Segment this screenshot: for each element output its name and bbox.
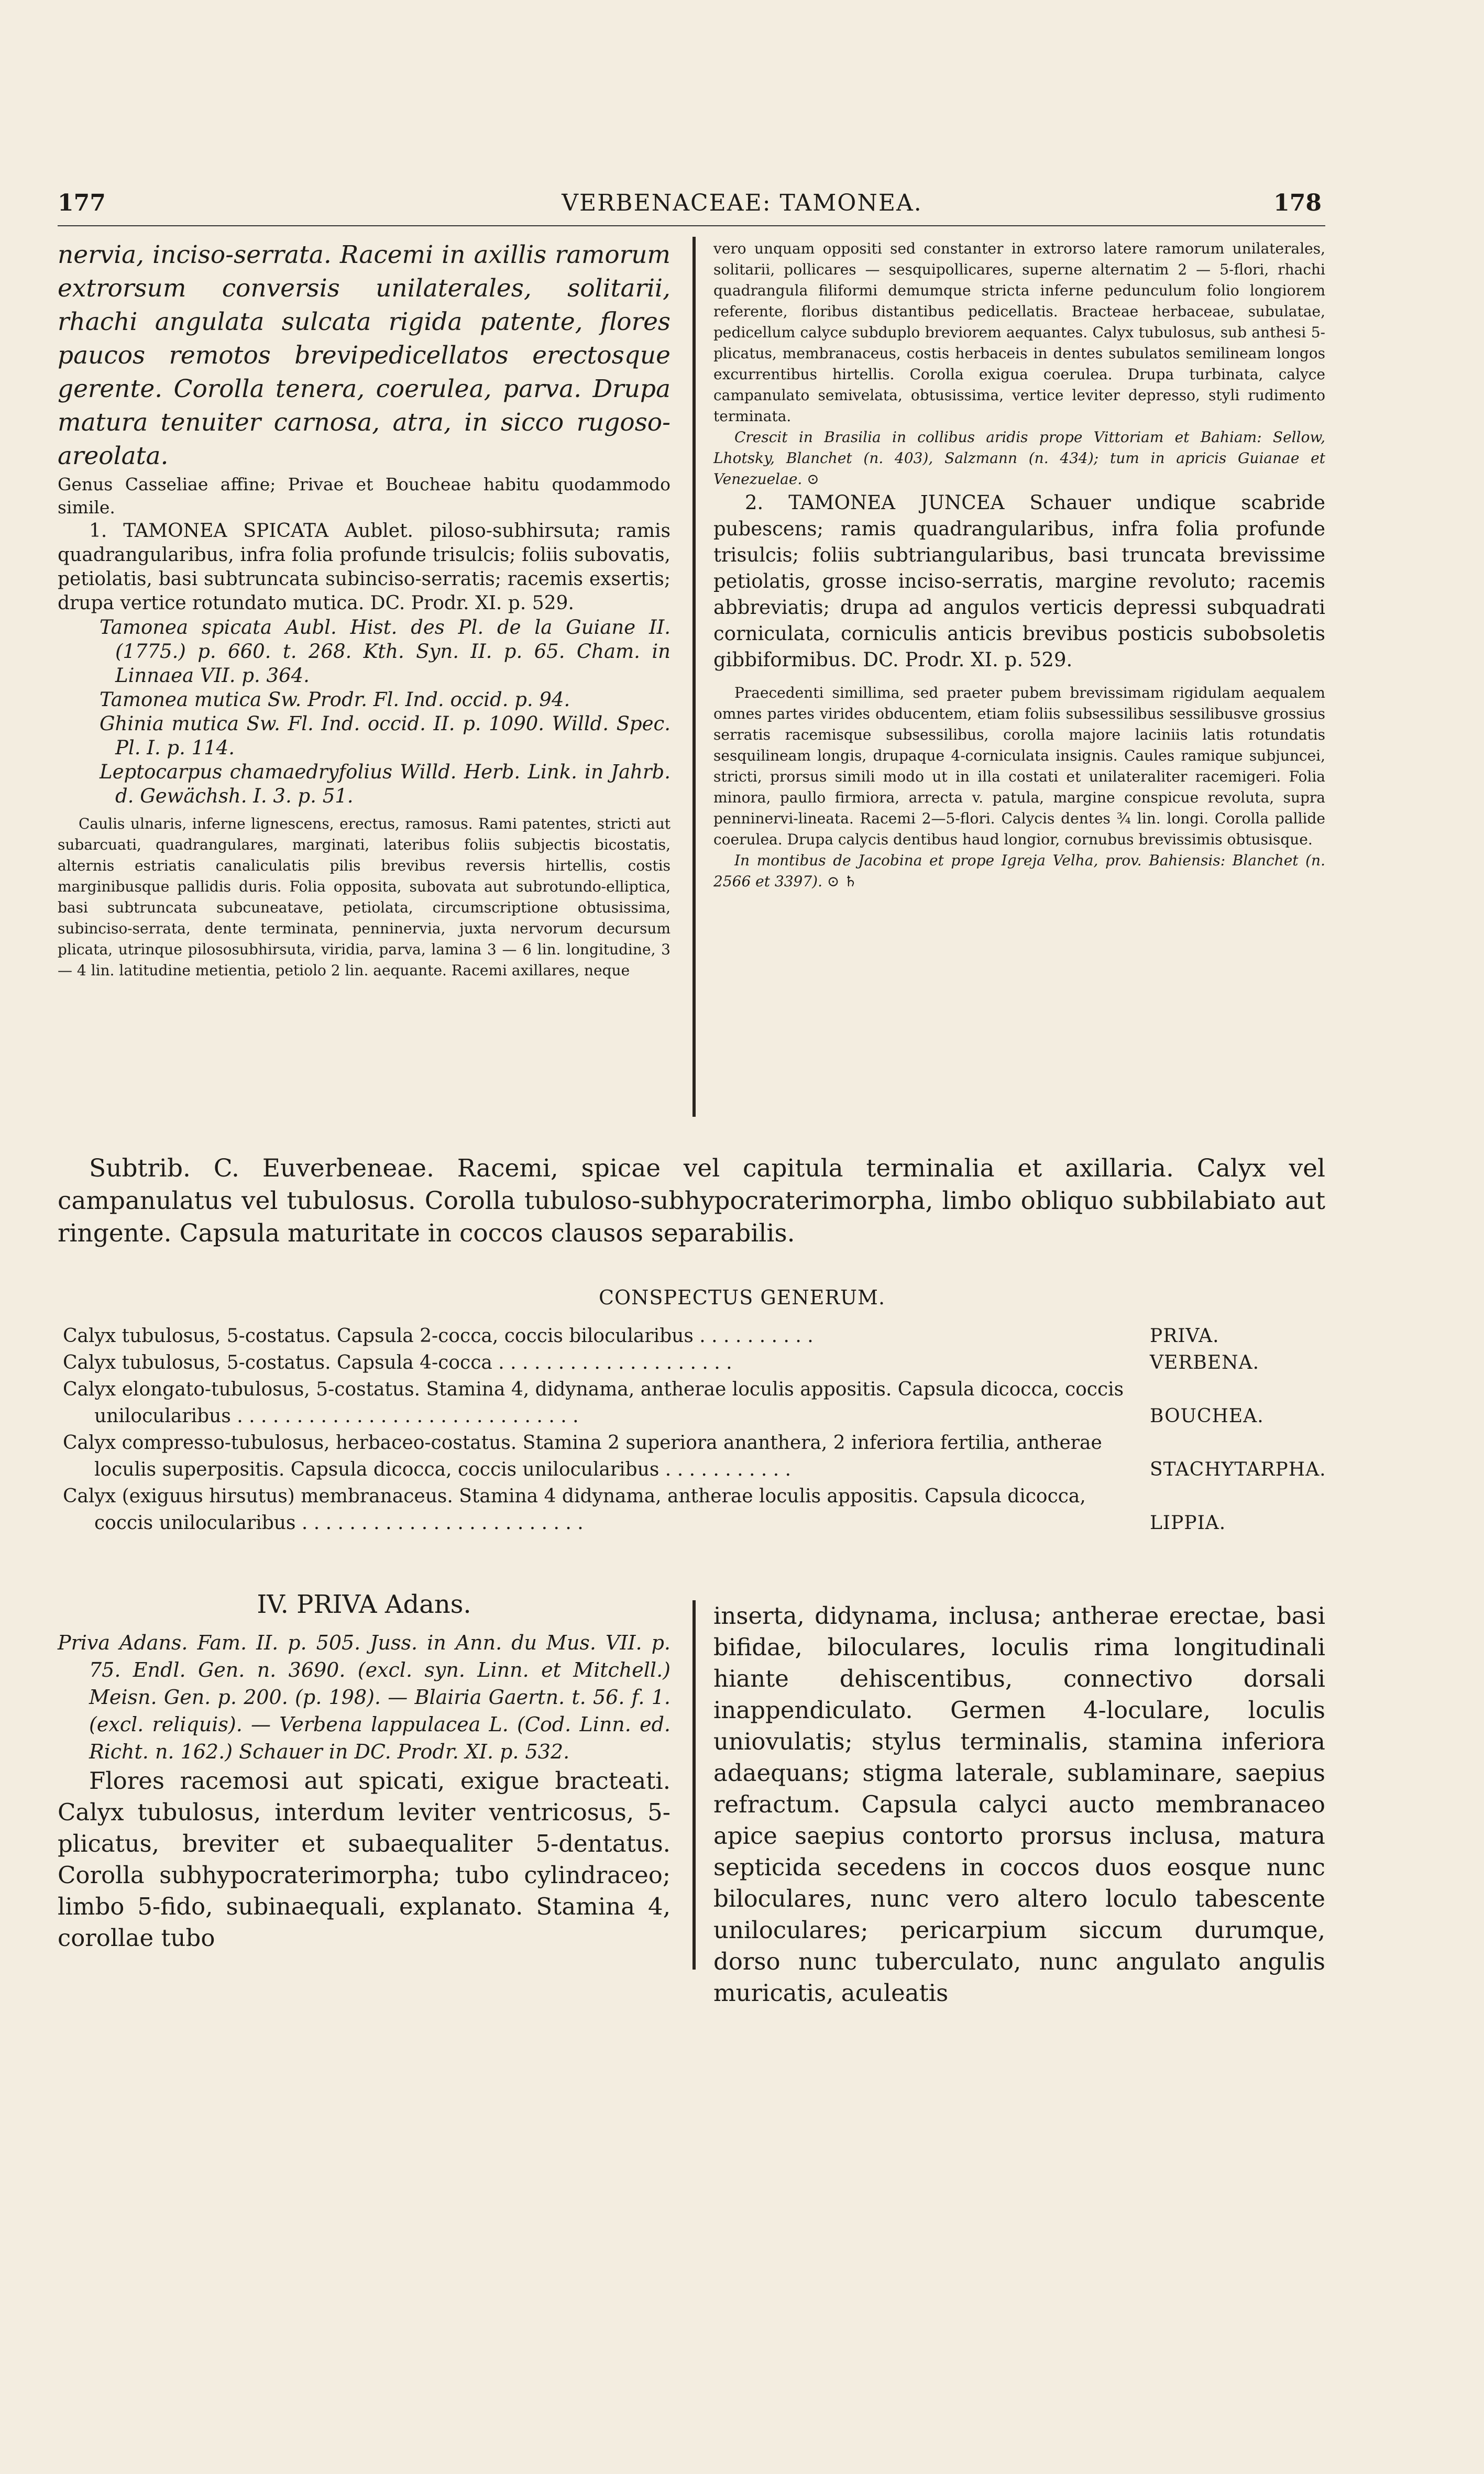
- synonym-ref: Ghinia mutica Sw. Fl. Ind. occid. II. p. 1090. Willd. Spec. Pl. I. p. 114.: [100, 712, 670, 759]
- column-divider-bottom: [692, 1600, 696, 1970]
- key-genus: VERBENA.: [1150, 1352, 1260, 1373]
- key-text: Calyx tubulosus, 5-costatus. Capsula 4-cocca . . . . . . . . . . . . . . . . . . . .: [63, 1352, 732, 1373]
- species-1-diagnosis: 1. TAMONEA SPICATA Aublet. piloso-subhirsuta; ramis quadrangularibus, infra folia profunde trisulcis; foliis subovatis, petiolatis, basi subtruncata subinciso-serratis; racemis exsertis; drupa vertice rotundato mutica. DC. Prodr. XI. p. 529.: [58, 520, 670, 614]
- key-row: [63, 1323, 1331, 1349]
- species-1-detail-cont: vero unquam oppositi sed constanter in extrorso latere ramorum unilaterales, solitarii, pollicares — sesquipollicares, superne alternatim 2 — 5-flori, rhachi quadrangula filiformi demumque stricta inferne pedunculum folio longiorem referente, floribus distantibus pedicellatis. Bracteae herbaceae, subulatae, pedicellum calyce subduplo breviorem aequantes. Calyx tubulosus, sub anthesi 5-plicatus, membranaceus, costis herbaceis in dentes subulatos semilineam longos excurrentibus hirtellis. Corolla exigua coerulea. Drupa turbinata, calyce campanulato semivelata, obtusissima, vertice leviter depresso, styli rudimento terminata.: [713, 240, 1325, 425]
- genus-key-table: [63, 1323, 1331, 1536]
- key-genus: BOUCHEA.: [1150, 1405, 1264, 1427]
- genus-description: Flores racemosi aut spicati, exigue bracteati. Calyx tubulosus, interdum leviter ventricosus, 5-plicatus, breviter et subaequaliter 5-dentatus. Corolla subhypocraterimorpha; tubo cylindraceo; limbo 5-fido, subinaequali, explanato. Stamina 4, corollae tubo: [58, 1767, 670, 1952]
- conspectus-heading: CONSPECTUS GENERUM.: [598, 1286, 886, 1309]
- key-text: Calyx tubulosus, 5-costatus. Capsula 2-cocca, coccis bilocularibus . . . . . . . . . .: [63, 1325, 814, 1347]
- subtribe-description: Subtrib. C. Euverbeneae. Racemi, spicae vel capitula terminalia et axillaria. Calyx vel campanulatus vel tubulosus. Corolla tubuloso-subhypocraterimorpha, limbo obliquo subbilabiato aut ringente. Capsula maturitate in coccos clausos separabilis.: [58, 1154, 1325, 1248]
- right-column-bottom: [713, 1600, 1325, 2009]
- left-column-top: [58, 238, 670, 981]
- species-2-diagnosis: 2. TAMONEA JUNCEA Schauer undique scabride pubescens; ramis quadrangularibus, infra folia profunde trisulcis; foliis subtriangularibus, basi truncata brevissime petiolatis, grosse inciso-serratis, margine revoluto; racemis abbreviatis; drupa ad angulos verticis depressi subquadrati corniculata, corniculis anticis brevibus posticis subobsoletis gibbiformibus. DC. Prodr. XI. p. 529.: [713, 491, 1325, 671]
- left-column-bottom: [58, 1629, 670, 1954]
- right-column-top: [713, 238, 1325, 892]
- key-row: [63, 1483, 1331, 1536]
- genus-description-end: nervia, inciso-serrata. Racemi in axillis ramorum extrorsum conversis unilaterales, solitarii, rhachi angulata sulcata rigida patente, flores paucos remotos brevipedicellatos erectosque gerente. Corolla tenera, coerulea, parva. Drupa matura tenuiter carnosa, atra, in sicco rugoso-areolata.: [58, 240, 670, 470]
- key-text: Calyx elongato-tubulosus, 5-costatus. Stamina 4, didynama, antherae loculis appositis. Capsula dicocca, coccis unilocularibus . . . . . . . . . . . . . . . . . . . . . . . . . . . . .: [63, 1379, 1124, 1427]
- genus-note: Genus Casseliae affine; Privae et Boucheae habitu quodammodo simile.: [58, 474, 670, 518]
- column-divider-top: [692, 237, 696, 1117]
- running-title: VERBENACEAE: TAMONEA.: [562, 190, 922, 216]
- header-rule: [58, 225, 1325, 226]
- page-number-right: 178: [1273, 190, 1322, 216]
- key-row: [63, 1430, 1331, 1483]
- genus-references: Priva Adans. Fam. II. p. 505. Juss. in Ann. du Mus. VII. p. 75. Endl. Gen. n. 3690. (excl. syn. Linn. et Mitchell.) Meisn. Gen. p. 200. (p. 198). — Blairia Gaertn. t. 56. f. 1. (excl. reliquis). — Verbena lappulacea L. (Cod. Linn. ed. Richt. n. 162.) Schauer in DC. Prodr. XI. p. 532.: [58, 1631, 670, 1763]
- genus-heading: IV. PRIVA Adans.: [257, 1590, 471, 1619]
- key-text: Calyx (exiguus hirsutus) membranaceus. Stamina 4 didynama, antherae loculis appositis. Capsula dicocca, coccis unilocularibus . . . . . . . . . . . . . . . . . . . . . . . .: [63, 1486, 1086, 1534]
- species-1-detail: Caulis ulnaris, inferne lignescens, erectus, ramosus. Rami patentes, stricti aut subarcuati, quadrangulares, marginati, lateribus foliis subjectis bicostatis, alternis estriatis canaliculatis pilis brevibus reversis hirtellis, costis marginibusque pallidis duris. Folia opposita, subovata aut subrotundo-elliptica, basi subtruncata subcuneatave, petiolata, circumscriptione obtusissima, subinciso-serrata, dente terminata, penninervia, juxta nervorum decursum plicata, utrinque pilososubhirsuta, viridia, parva, lamina 3 — 6 lin. longitudine, 3 — 4 lin. latitudine metientia, petiolo 2 lin. aequante. Racemi axillares, neque: [58, 815, 670, 979]
- synonym-ref: Tamonea mutica Sw. Prodr. Fl. Ind. occid. p. 94.: [100, 688, 570, 711]
- genus-description-cont: inserta, didynama, inclusa; antherae erectae, basi bifidae, biloculares, loculis rima longitudinali hiante dehiscentibus, connectivo dorsali inappendiculato. Germen 4-loculare, loculis uniovulatis; stylus terminalis, stamina inferiora adaequans; stigma laterale, sublaminare, saepius refractum. Capsula calyci aucto membranaceo apice saepius contorto prorsus inclusa, matura septicida secedens in coccos duos eosque nunc biloculares, nunc vero altero loculo tabescente uniloculares; pericarpium siccum durumque, dorso nunc tuberculato, nunc angulato angulis muricatis, aculeatis: [713, 1602, 1325, 2007]
- key-row: [63, 1376, 1331, 1430]
- key-row: [63, 1349, 1331, 1376]
- species-1-locality: Crescit in Brasilia in collibus aridis prope Vittoriam et Bahiam: Sellow, Lhotsky, Blanchet (n. 403), Salzmann (n. 434); tum in apricis Guianae et Venezuelae. ⊙: [713, 428, 1325, 488]
- key-text: Calyx compresso-tubulosus, herbaceo-costatus. Stamina 2 superiora ananthera, 2 inferiora fertilia, antherae loculis superpositis. Capsula dicocca, coccis unilocularibus . . . . . . . . . . .: [63, 1432, 1102, 1480]
- key-genus: PRIVA.: [1150, 1325, 1219, 1347]
- key-genus: STACHYTARPHA.: [1150, 1459, 1326, 1480]
- species-2-detail: Praecedenti simillima, sed praeter pubem brevissimam rigidulam aequalem omnes partes virides obducentem, etiam foliis subsessilibus sessilibusve grossius serratis racemisque subsessilibus, corolla majore laciniis latis rotundatis sesquilineam longis, drupaque 4-corniculata insignis. Caules ramique subjuncei, stricti, prorsus simili modo ut in illa costati et unilateraliter racemigeri. Folia minora, paullo firmiora, arrecta v. patula, margine conspicue revoluta, supra penninervi-lineata. Racemi 2—5-flori. Calycis dentes ¾ lin. longi. Corolla pallide coerulea. Drupa calycis dentibus haud longior, cornubus brevissimis obtusisque.: [713, 684, 1325, 848]
- key-genus: LIPPIA.: [1150, 1512, 1226, 1534]
- species-2-locality: In montibus de Jacobina et prope Igreja Velha, prov. Bahiensis: Blanchet (n. 2566 et 3397). ⊙ ♄: [713, 852, 1325, 890]
- page-number-left: 177: [58, 190, 106, 216]
- synonym-ref: Leptocarpus chamaedryfolius Willd. Herb. Link. in Jahrb. d. Gewächsh. I. 3. p. 51.: [100, 761, 670, 807]
- synonym-ref: Tamonea spicata Aubl. Hist. des Pl. de la Guiane II. (1775.) p. 660. t. 268. Kth. Syn. II. p. 65. Cham. in Linnaea VII. p. 364.: [100, 616, 670, 687]
